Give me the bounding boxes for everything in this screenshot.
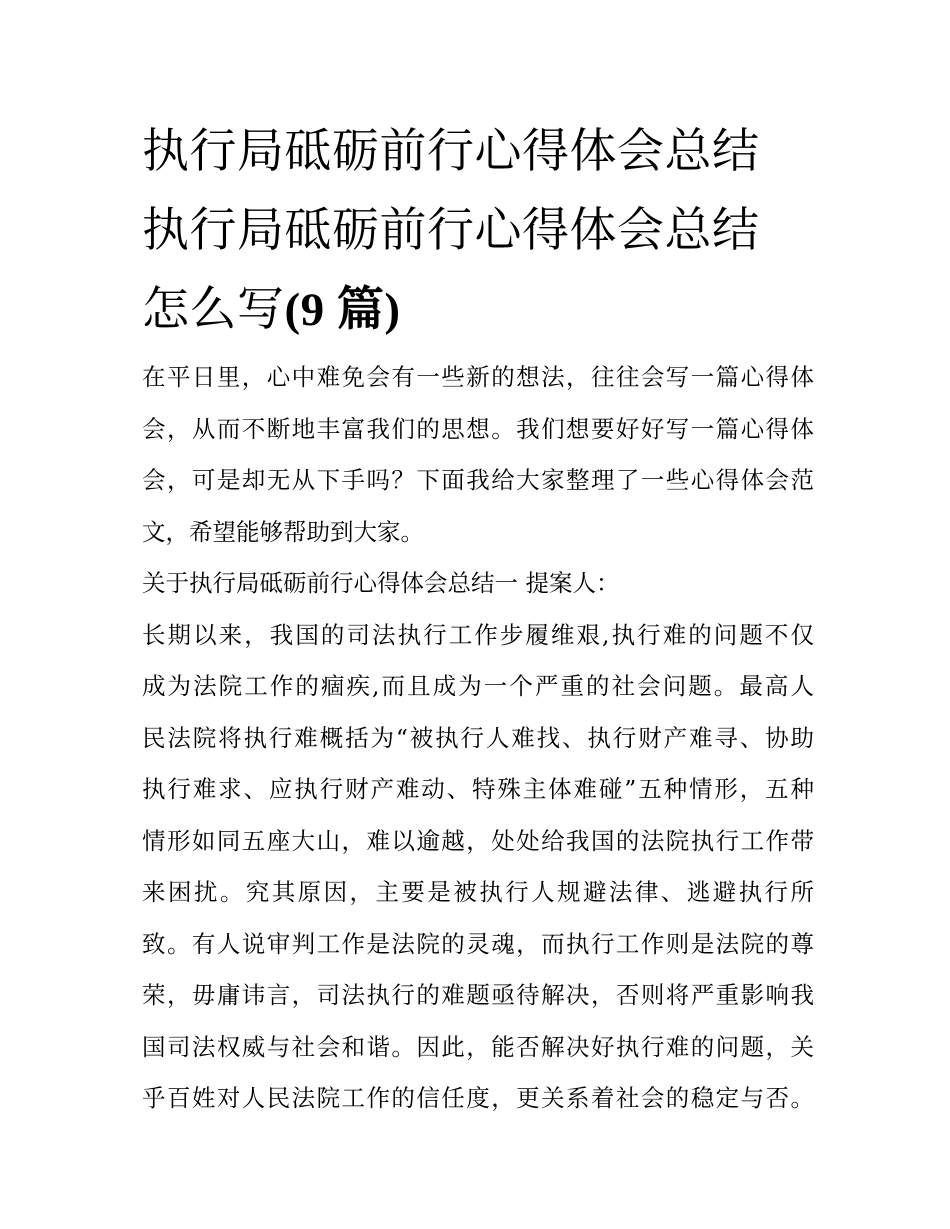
title-line-2: 执行局砥砺前行心得体会总结 <box>142 203 760 258</box>
title-line-3 <box>142 270 822 350</box>
body-line-9: 国司法权威与社会和谐。因此，能否解决好执行难的问题，关 <box>142 1032 814 1061</box>
body-line-4: 执行难求、应执行财产难动、特殊主体难碰”五种情形，五种 <box>142 775 814 803</box>
intro-line-3: 会，可是却无从下手吗？下面我给大家整理了一些心得体会范 <box>142 466 814 494</box>
body-line-6: 来困扰。究其原因，主要是被执行人规避法律、逃避执行所 <box>142 878 814 906</box>
intro-line-2: 会，从而不断地丰富我们的思想。我们想要好好写一篇心得体 <box>142 414 814 443</box>
intro-line-4: 文，希望能够帮助到大家。 <box>142 517 424 546</box>
body-line-3: 民法院将执行难概括为“被执行人难找、执行财产难寻、协助 <box>142 723 814 752</box>
body-line-2: 成为法院工作的痼疾,而且成为一个严重的社会问题。最高人 <box>142 672 814 700</box>
body-line-7: 致。有人说审判工作是法院的灵魂，而执行工作则是法院的尊 <box>142 929 814 958</box>
title-line-3-text: 怎么写 <box>142 282 285 337</box>
document-title <box>142 112 822 350</box>
intro-line-1: 在平日里，心中难免会有一些新的想法，往往会写一篇心得体 <box>142 363 814 391</box>
document-body <box>142 352 814 1125</box>
title-line-1: 执行局砥砺前行心得体会总结 <box>142 124 760 179</box>
title-article-count: (9 篇) <box>284 284 401 336</box>
body-line-8: 荣，毋庸讳言，司法执行的难题亟待解决，否则将严重影响我 <box>142 981 814 1009</box>
body-line-10: 乎百姓对人民法院工作的信任度，更关系着社会的稳定与否。 <box>142 1084 814 1112</box>
body-line-1: 长期以来，我国的司法执行工作步履维艰,执行难的问题不仅 <box>142 620 814 649</box>
body-line-5: 情形如同五座大山，难以逾越，处处给我国的法院执行工作带 <box>142 826 814 855</box>
section-heading: 关于执行局砥砺前行心得体会总结一 提案人： <box>142 569 620 597</box>
